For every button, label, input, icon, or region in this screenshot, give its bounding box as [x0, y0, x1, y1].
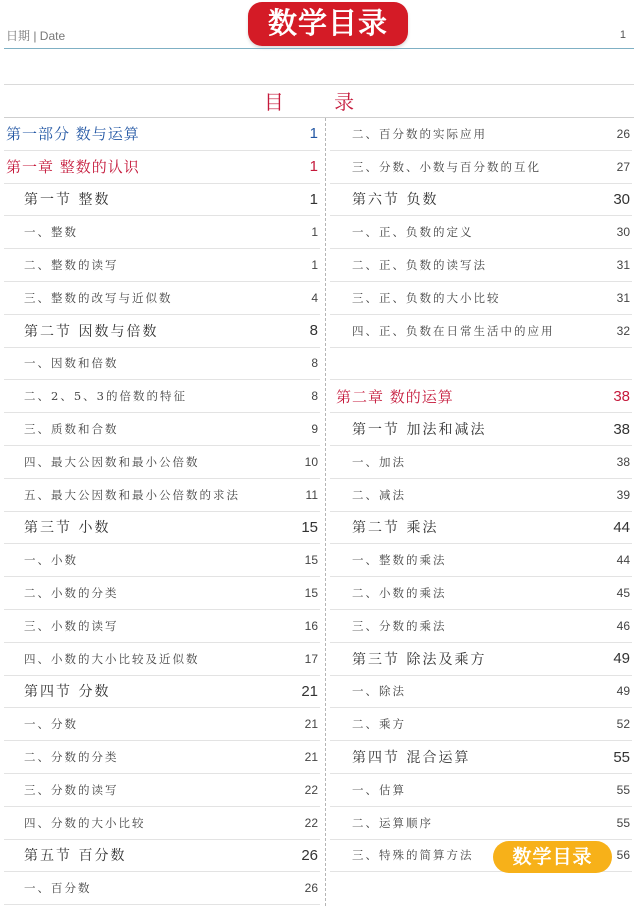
toc-entry-item[interactable] [330, 774, 632, 807]
toc-entry-page: 21 [304, 717, 318, 732]
toc-right-column [330, 118, 632, 872]
toc-entry-page: 1 [309, 190, 318, 208]
toc-entry-page: 49 [616, 684, 630, 699]
toc-entry-page: 38 [613, 387, 630, 405]
toc-entry-item[interactable] [4, 413, 320, 446]
toc-entry-page: 30 [616, 225, 630, 240]
watermark-badge: 数学目录 [493, 841, 612, 873]
toc-entry-item[interactable] [4, 348, 320, 381]
toc-entry-page: 46 [616, 618, 630, 633]
toc-entry-title: 三、分数、小数与百分数的互化 [352, 159, 541, 174]
toc-entry-title: 一、估算 [352, 782, 406, 797]
toc-entry-page: 16 [304, 618, 318, 633]
toc-entry-title: 第四节 分数 [24, 684, 111, 701]
toc-entry-title: 第一章 整数的认识 [6, 158, 140, 177]
toc-entry-chapter[interactable] [4, 151, 320, 184]
toc-entry-item[interactable] [4, 708, 320, 741]
toc-entry-page: 8 [309, 322, 318, 340]
top-rule [4, 84, 634, 85]
toc-entry-title: 三、分数的乘法 [352, 618, 447, 633]
toc-entry-section[interactable] [330, 512, 632, 545]
toc-entry-item[interactable] [4, 544, 320, 577]
toc-entry-title: 二、小数的乘法 [352, 586, 447, 601]
toc-entry-item[interactable] [330, 315, 632, 348]
toc-entry-item[interactable] [330, 708, 632, 741]
toc-entry-title: 一、整数 [24, 225, 78, 240]
toc-entry-item[interactable] [330, 676, 632, 709]
toc-entry-section[interactable] [4, 840, 320, 873]
toc-entry-title: 三、正、负数的大小比较 [352, 290, 501, 305]
toc-entry-section[interactable] [4, 512, 320, 545]
toc-entry-page: 44 [613, 518, 630, 536]
toc-entry-page: 31 [616, 258, 630, 273]
toc-entry-title: 二、分数的分类 [24, 750, 119, 765]
toc-entry-item[interactable] [4, 216, 320, 249]
toc-entry-page: 1 [311, 225, 318, 240]
date-label: 日期 | Date [6, 29, 66, 43]
toc-entry-page: 4 [311, 290, 318, 305]
toc-entry-title: 第二章 数的运算 [336, 387, 454, 406]
header-divider [4, 48, 634, 49]
toc-entry-page: 26 [301, 846, 318, 864]
toc-entry-item[interactable] [4, 380, 320, 413]
toc-entry-page: 31 [616, 290, 630, 305]
toc-entry-page: 8 [311, 356, 318, 371]
toc-entry-item[interactable] [4, 741, 320, 774]
toc-entry-page: 1 [309, 158, 318, 176]
toc-entry-item[interactable] [4, 807, 320, 840]
column-divider [325, 118, 326, 906]
toc-entry-item[interactable] [4, 643, 320, 676]
toc-entry-title: 三、质数和合数 [24, 422, 119, 437]
toc-entry-item[interactable] [330, 249, 632, 282]
toc-entry-page: 21 [304, 750, 318, 765]
toc-entry-title: 一、正、负数的定义 [352, 225, 474, 240]
toc-blank-row [330, 348, 632, 381]
toc-entry-title: 二、百分数的实际应用 [352, 126, 487, 141]
toc-entry-title: 二、减法 [352, 487, 406, 502]
toc-entry-part[interactable] [4, 118, 320, 151]
toc-entry-section[interactable] [4, 315, 320, 348]
toc-entry-item[interactable] [330, 544, 632, 577]
toc-entry-title: 二、小数的分类 [24, 586, 119, 601]
toc-entry-page: 15 [304, 553, 318, 568]
toc-entry-title: 四、分数的大小比较 [24, 815, 146, 830]
toc-entry-item[interactable] [330, 807, 632, 840]
toc-entry-page: 22 [304, 815, 318, 830]
toc-entry-title: 第三节 小数 [24, 520, 111, 537]
toc-entry-page: 27 [616, 159, 630, 174]
toc-entry-item[interactable] [330, 446, 632, 479]
toc-entry-chapter[interactable] [330, 380, 632, 413]
toc-entry-item[interactable] [330, 610, 632, 643]
toc-entry-title: 第六节 负数 [352, 192, 439, 209]
toc-entry-section[interactable] [330, 643, 632, 676]
toc-entry-item[interactable] [4, 610, 320, 643]
toc-entry-title: 四、正、负数在日常生活中的应用 [352, 323, 555, 338]
toc-entry-page: 52 [616, 717, 630, 732]
toc-entry-item[interactable] [4, 872, 320, 905]
toc-entry-item[interactable] [330, 216, 632, 249]
toc-entry-title: 第二节 乘法 [352, 520, 439, 537]
toc-entry-title: 一、分数 [24, 717, 78, 732]
toc-entry-page: 55 [613, 748, 630, 766]
toc-entry-title: 第一节 加法和减法 [352, 422, 487, 439]
toc-entry-page: 56 [616, 848, 630, 863]
toc-entry-title: 三、特殊的简算方法 [352, 848, 474, 863]
toc-entry-page: 17 [304, 651, 318, 666]
toc-entry-page: 9 [311, 422, 318, 437]
toc-entry-section[interactable] [4, 676, 320, 709]
toc-entry-page: 11 [305, 487, 318, 502]
toc-entry-title: 二、运算顺序 [352, 815, 433, 830]
toc-entry-title: 第一节 整数 [24, 192, 111, 209]
toc-entry-title: 二、正、负数的读写法 [352, 258, 487, 273]
toc-entry-title: 二、乘方 [352, 717, 406, 732]
toc-entry-title: 一、百分数 [24, 881, 92, 896]
toc-title: 目 录 [263, 90, 377, 114]
toc-entry-page: 15 [304, 586, 318, 601]
toc-entry-page: 26 [616, 126, 630, 141]
toc-entry-title: 第二节 因数与倍数 [24, 323, 159, 340]
toc-entry-page: 21 [301, 682, 318, 700]
toc-entry-title: 一、因数和倍数 [24, 356, 119, 371]
toc-entry-title: 第四节 混合运算 [352, 750, 471, 767]
toc-entry-item[interactable] [330, 151, 632, 184]
toc-entry-page: 1 [311, 258, 318, 273]
toc-entry-page: 44 [616, 553, 630, 568]
toc-entry-page: 26 [304, 881, 318, 896]
title-banner: 数学目录 [248, 2, 408, 46]
toc-entry-item[interactable] [4, 479, 320, 512]
toc-entry-page: 45 [616, 586, 630, 601]
toc-entry-item[interactable] [4, 446, 320, 479]
toc-entry-page: 55 [616, 782, 630, 797]
toc-entry-item[interactable] [4, 577, 320, 610]
toc-entry-title: 一、除法 [352, 684, 406, 699]
toc-entry-section[interactable] [330, 741, 632, 774]
toc-entry-section[interactable] [330, 184, 632, 217]
toc-entry-title: 一、整数的乘法 [352, 553, 447, 568]
page-number: 1 [619, 29, 626, 41]
toc-entry-page: 49 [613, 650, 630, 668]
toc-entry-page: 32 [616, 323, 630, 338]
toc-entry-title: 四、小数的大小比较及近似数 [24, 651, 200, 666]
toc-entry-item[interactable] [4, 249, 320, 282]
toc-entry-page: 30 [613, 190, 630, 208]
toc-entry-page: 38 [616, 454, 630, 469]
toc-entry-title: 一、加法 [352, 454, 406, 469]
toc-entry-page: 22 [304, 782, 318, 797]
toc-entry-title: 第三节 除法及乘方 [352, 651, 487, 668]
toc-entry-title: 三、整数的改写与近似数 [24, 290, 173, 305]
toc-entry-section[interactable] [330, 413, 632, 446]
toc-entry-title: 五、最大公因数和最小公倍数的求法 [24, 487, 240, 502]
toc-entry-item[interactable] [4, 282, 320, 315]
toc-entry-title: 三、分数的读写 [24, 782, 119, 797]
toc-entry-item[interactable] [330, 577, 632, 610]
toc-entry-page: 55 [616, 815, 630, 830]
toc-entry-page: 39 [616, 487, 630, 502]
toc-entry-title: 二、2、5、3的倍数的特征 [24, 389, 187, 404]
toc-entry-title: 一、小数 [24, 553, 78, 568]
toc-entry-title: 第五节 百分数 [24, 848, 127, 865]
toc-entry-section[interactable] [4, 184, 320, 217]
toc-entry-title: 二、整数的读写 [24, 258, 119, 273]
toc-entry-page: 8 [311, 389, 318, 404]
toc-entry-page: 10 [304, 454, 318, 469]
toc-entry-title: 三、小数的读写 [24, 618, 119, 633]
toc-left-column [4, 118, 320, 905]
toc-entry-item[interactable] [4, 774, 320, 807]
toc-entry-page: 1 [309, 125, 318, 143]
toc-entry-title: 第一部分 数与运算 [6, 125, 140, 144]
toc-entry-page: 15 [301, 518, 318, 536]
toc-entry-title: 四、最大公因数和最小公倍数 [24, 454, 200, 469]
toc-entry-item[interactable] [330, 479, 632, 512]
toc-entry-item[interactable] [330, 282, 632, 315]
toc-entry-page: 38 [613, 420, 630, 438]
toc-entry-item[interactable] [330, 118, 632, 151]
